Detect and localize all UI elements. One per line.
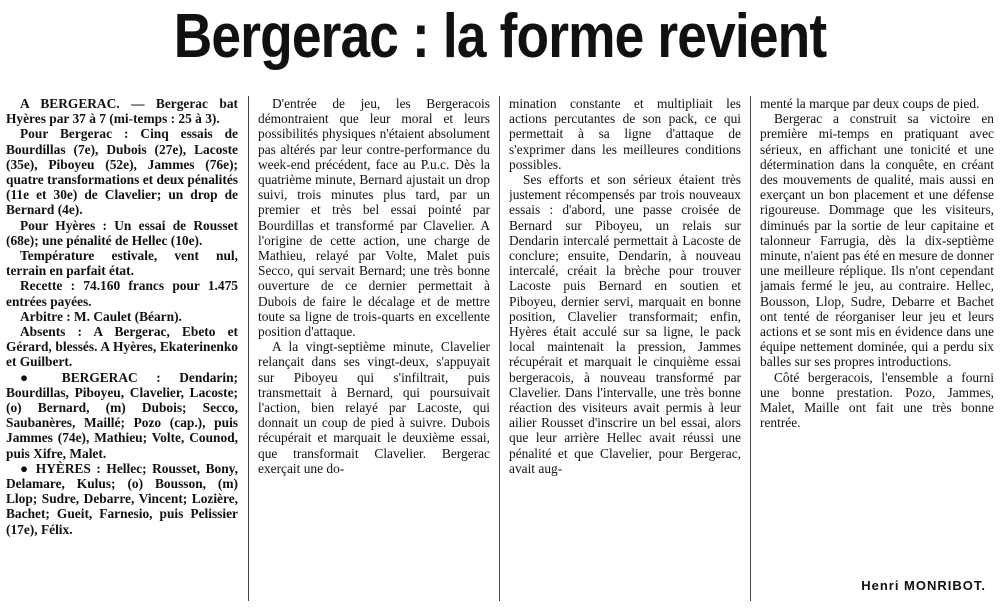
- column-3: [509, 96, 741, 611]
- column-1: [6, 96, 238, 611]
- column-2: [258, 96, 490, 611]
- paragraph: Arbitre : M. Caulet (Béarn).: [20, 308, 182, 324]
- column-divider: [248, 96, 249, 601]
- column-4: [760, 96, 994, 611]
- article-body: [6, 96, 994, 611]
- paragraph: A la vingt-septième minute, Clavelier relançait dans ses vingt-deux, s'appuyait sur Piboyeu qui s'infiltrait, puis transmettait à Bernard, qui poursuivait l'action, bien relayé par Lacoste, qui donnait un coup de pied à suivre. Dubois récupérait et marquait le deuxième essai, que transformait Clavelier. Bergerac exerçait une do-: [258, 339, 490, 476]
- paragraph: A BERGERAC. — Bergerac bat Hyères par 37 à 7 (mi-temps : 25 à 3).: [6, 96, 238, 127]
- paragraph: Côté bergeracois, l'ensemble a fourni une bonne prestation. Pozo, Jammes, Malet, Maille ont fait une très bonne rentrée.: [760, 369, 994, 431]
- paragraph: Pour Bergerac : Cinq essais de Bourdillas (7e), Dubois (27e), Lacoste (35e), Piboyeu (52e), Jammes (76e); quatre transformations et deux pénalités (11e et 30e) de Clavelier; un drop de Bernard (4e).: [6, 126, 238, 218]
- paragraph: D'entrée de jeu, les Bergeracois démontraient que leur moral et leurs possibilités physiques n'étaient absolument pas altérés par leur contre-performance du week-end précédent, face au P.u.c. Dès la quatrième minute, Bernard ajustait un drop suivi, trois minutes plus tard, par un premier et très bel essai pointé par Bourdillas et transformé par Clavelier. A l'origine de cette action, une charge de Mathieu, relayé par Volte, Malet puis Secco, qui servait Bernard; une très bonne ouverture de ce dernier permettait à Dubois de faire le décalage et de mettre toute sa ligne de trois-quarts en excellente position d'attaque.: [258, 96, 490, 340]
- paragraph: Température estivale, vent nul, terrain en parfait état.: [6, 248, 238, 279]
- paragraph: menté la marque par deux coups de pied.: [760, 96, 980, 111]
- paragraph: Ses efforts et son sérieux étaient très justement récompensés par trois nouveaux essais : d'abord, une passe croisée de Bernard sur Piboyeu, un relais sur Dendarin intercalé permettait à Lacoste de conclure; ensuite, Dendarin, à nouveau intercalé, créait la brèche pour trouver Lacoste puis Bernard en soutien et Piboyeu, dernier servi, marquait en bonne position, Clavelier transformait; enfin, Hyères était acculé sur sa ligne, le pack local maintenait la pression, Jammes récupérait et marquait le cinquième essai bergeracois, à nouveau transformé par Clavelier. Dans l'intervalle, une très bonne réaction des visiteurs avait permis à leur ailier Rousset d'inscrire un bel essai, alors que leur arrière Hellec avait réussi une pénalité et que Clavelier, pour Bergerac, avait aug-: [509, 172, 741, 476]
- paragraph: Absents : A Bergerac, Ebeto et Gérard, blessés. A Hyères, Ekaterinenko et Guilbert.: [6, 324, 238, 370]
- column-divider: [499, 96, 500, 601]
- paragraph: mination constante et multipliait les actions percutantes de son pack, ce qui permettait à sa ligne d'attaque de s'exprimer dans les meilleures conditions possibles.: [509, 96, 741, 172]
- paragraph: ● HYÈRES : Hellec; Rousset, Bony, Delamare, Kulus; (o) Bousson, (m) Llop; Sudre, Debarre, Vincent; Lozière, Bachet; Gueit, Farnesio, puis Pelissier (17e), Félix.: [6, 460, 238, 537]
- headline: Bergerac : la forme revient: [173, 2, 827, 71]
- author-signature: Henri MONRIBOT.: [861, 578, 986, 593]
- paragraph: Pour Hyères : Un essai de Rousset (68e); une pénalité de Hellec (10e).: [6, 217, 238, 248]
- paragraph: Recette : 74.160 francs pour 1.475 entrées payées.: [6, 278, 238, 309]
- column-divider: [750, 96, 751, 601]
- paragraph: ● BERGERAC : Dendarin; Bourdillas, Piboyeu, Clavelier, Lacoste; (o) Bernard, (m) Dubois; Secco, Saubanères, Maillé; Pozo (cap.), puis Jammes (74e), Mathieu; Volte, Counod, puis Xifre, Malet.: [6, 369, 238, 461]
- paragraph: Bergerac a construit sa victoire en première mi-temps en pratiquant avec sérieux, en affichant une tonicité et une détermination dans la conquête, en créant des mouvements de qualité, mais aussi en exerçant un bon placement et une défense rigoureuse. Dommage que les visiteurs, diminués par la sortie de leur capitaine et talonneur Farrugia, dès la dix-septième minute, n'aient pas été en mesure de donner une meilleure réplique. Ils n'ont cependant jamais fermé le jeu, au contraire. Hellec, Bousson, Llop, Sudre, Debarre et Bachet ont tenté de réorganiser leur jeu et leurs actions et se sont mis en évidence dans une équipe nettement dominée, qui a perdu six balles sur ses propres introductions.: [760, 111, 994, 370]
